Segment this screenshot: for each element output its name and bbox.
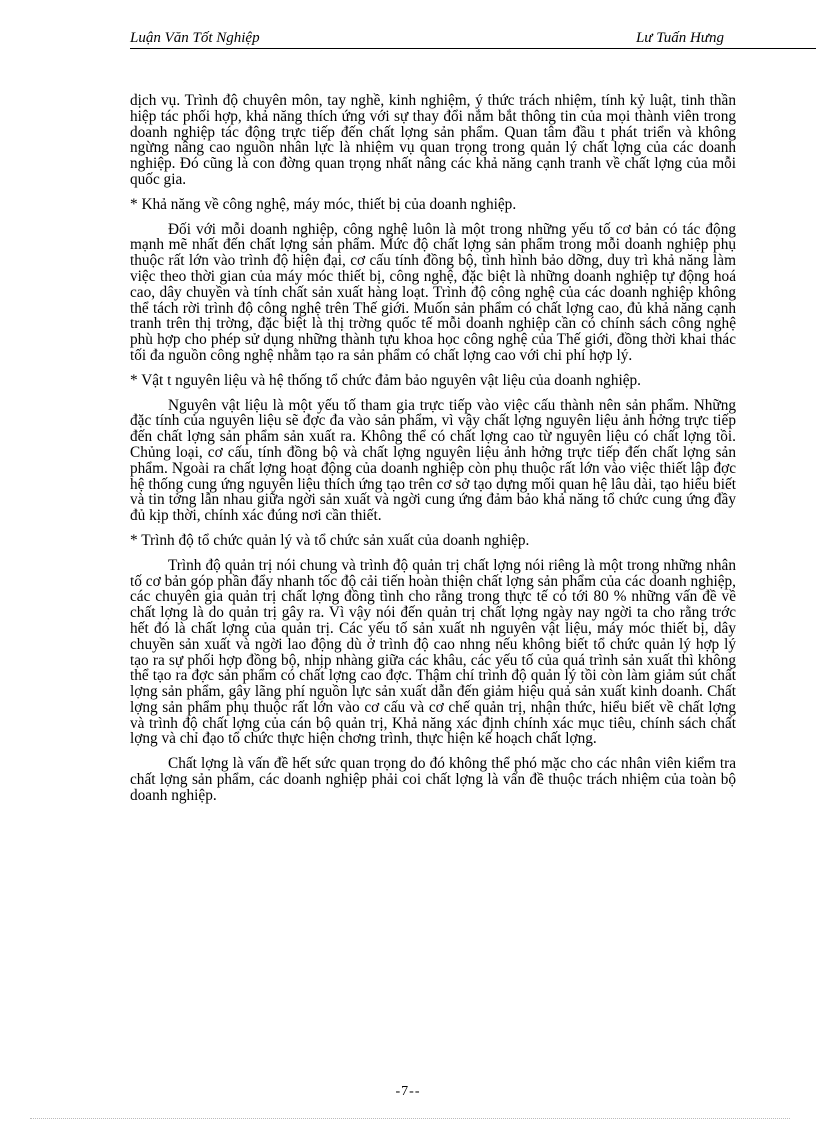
page-number: -7-- [395,1084,421,1099]
paragraph: dịch vụ. Trình độ chuyên môn, tay nghề, kinh nghiệm, ý thức trách nhiệm, tính kỷ luật, tinh thần hiệp tác phối hợp, khả năng thích ứng với sự thay đổi nắm bắt thông tin của mọi thành viên trong doanh nghiệp tác động trực tiếp đến chất lợng sản phẩm. Quan tâm đầu t phát triển và không ngừng nâng cao nguồn nhân lực là nhiệm vụ quan trọng trong quản lý chất lợng của các doanh nghiệp. Đó cũng là con đờng quan trọng nhất nâng các khả năng cạnh tranh về chất lợng của mỗi quốc gia. [130,92,736,188]
page-header [130,28,816,49]
bullet-heading: * Trình độ tổ chức quản lý và tổ chức sản xuất của doanh nghiệp. [130,531,530,549]
bullet-heading: * Khả năng về công nghệ, máy móc, thiết bị của doanh nghiệp. [130,195,517,213]
paragraph: Chất lợng là vấn đề hết sức quan trọng do đó không thể phó mặc cho các nhân viên kiểm tra chất lợng sản phẩm, các doanh nghiệp phải coi chất lợng là vấn đề thuộc trách nhiệm của toàn bộ doanh nghiệp. [130,755,736,804]
paragraph: Nguyên vật liệu là một yếu tố tham gia trực tiếp vào việc cấu thành nên sản phẩm. Những đặc tính của nguyên liệu sẽ đợc đa vào sản phẩm, vì vậy chất lợng nguyên liệu ảnh hởng trực tiếp đến chất lợng sản phẩm sản xuất ra. Không thể có chất lợng cao từ nguyên liệu có chất lợng tồi. Chủng loại, cơ cấu, tính đồng bộ và chất lợng nguyên liệu ảnh hởng trực tiếp đến chất lợng sản phẩm. Ngoài ra chất lợng hoạt động của doanh nghiệp còn phụ thuộc rất lớn vào việc thiết lập đợc hệ thống cung ứng nguyên liệu thích ứng tạo trên cơ sở tạo dựng mối quan hệ lâu dài, tạo hiểu biết và tin tởng lẫn nhau giữa ngời sản xuất và ngời cung ứng đảm bảo khả năng tổ chức cung ứng đầy đủ kịp thời, chính xác đúng nơi cần thiết. [130,396,736,525]
paragraph: Đối với mỗi doanh nghiệp, công nghệ luôn là một trong những yếu tố cơ bản có tác động mạnh mẽ nhất đến chất lợng sản phẩm. Mức độ chất lợng sản phẩm trong mỗi doanh nghiệp phụ thuộc rất lớn vào trình độ hiện đại, cơ cấu tính đồng bộ, tình hình bảo dỡng, duy trì khả năng làm việc theo thời gian của máy móc thiết bị, công nghệ, đặc biệt là những doanh nghiệp tự động hoá cao, dây chuyền và tính chất sản xuất hàng loạt. Trình độ công nghệ của các doanh nghiệp không thể tách rời trình độ công nghệ trên Thế giới. Muốn sản phẩm có chất lợng cao, đủ khả năng cạnh tranh trên thị trờng, đặc biệt là thị trờng quốc tế mỗi doanh nghiệp cần có chính sách công nghệ phù hợp cho phép sử dụng những thành tựu khoa học công nghệ của Thế giới, đồng thời khai thác tối đa nguồn công nghệ nhằm tạo ra sản phẩm có chất lợng cao với chi phí hợp lý. [130,220,736,364]
header-author-name: Lư Tuấn Hưng [635,30,724,46]
bullet-heading: * Vật t nguyên liệu và hệ thống tổ chức đảm bảo nguyên vật liệu của doanh nghiệp. [130,371,641,389]
paragraph: Trình độ quản trị nói chung và trình độ quản trị chất lợng nói riêng là một trong những nhân tố cơ bản góp phần đẩy nhanh tốc độ cải tiến hoàn thiện chất lợng sản phẩm của các doanh nghiệp, các chuyên gia quản trị chất lợng đồng tình cho rằng trong thực tế có tới 80 % những vấn đề về chất lợng là do quản trị gây ra. Vì vậy nói đến quản trị chất lợng ngày nay ngời ta cho rằng trớc hết đó là chất lợng của quản trị. Các yếu tố sản xuất nh nguyên vật liệu, máy móc thiết bị, dây chuyền sản xuất và ngời lao động dù ở trình độ cao nhng nếu không biết tổ chức quản lý hợp lý tạo ra sự phối hợp đồng bộ, nhịp nhàng giữa các khâu, các yếu tố của quá trình sản xuất thì không thể tạo ra đợc sản phẩm có chất lợng cao đợc. Thậm chí trình độ quản lý tồi còn làm giảm sút chất lợng sản phẩm, gây lãng phí nguồn lực sản xuất dẫn đến giảm hiệu quả sản xuất kinh doanh. Chất lợng sản phẩm phụ thuộc rất lớn vào cơ cấu và cơ chế quản trị, nhận thức, hiểu biết về chất lợng và trình độ chất lợng của cán bộ quản trị, Khả năng xác định chính xác mục tiêu, chính sách chất lợng và chỉ đạo tổ chức thực hiện chơng trình, thực hiện kế hoạch chất lợng. [130,556,736,748]
header-thesis-title: Luận Văn Tốt Nghiệp [130,30,260,46]
body-text [130,93,736,813]
bottom-divider [30,1118,790,1119]
